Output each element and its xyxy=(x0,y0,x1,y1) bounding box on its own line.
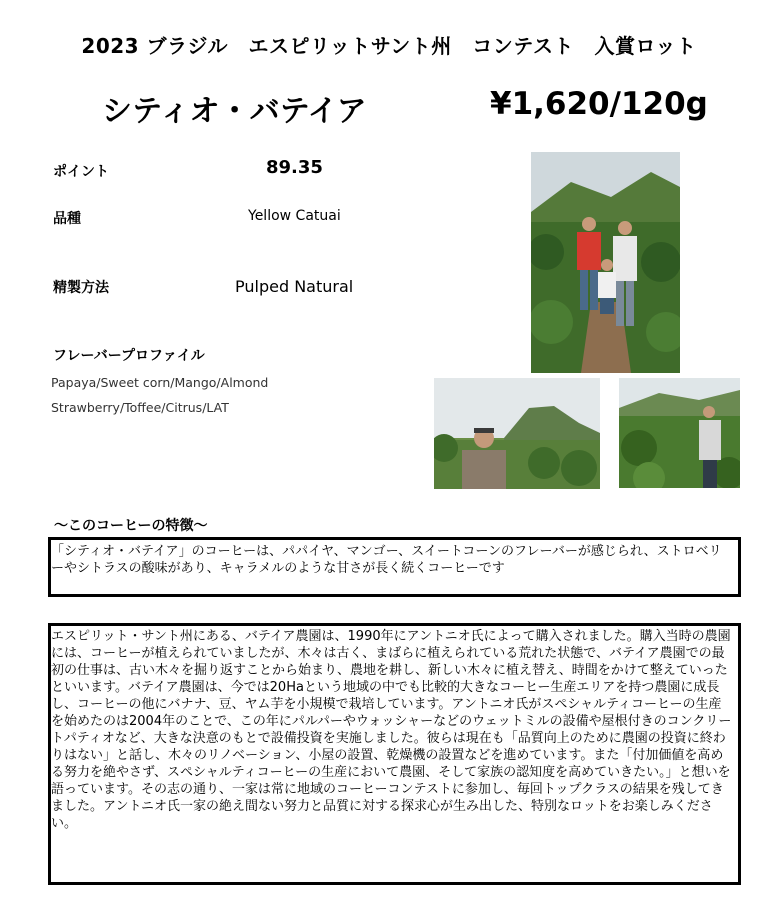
family-photo xyxy=(531,152,680,373)
story-text: エスピリット・サント州にある、バテイア農園は、1990年にアントニオ氏によって購入されました。購入当時の農園には、コーヒーが植えられていましたが、木々は古く、まばらに植えられている荒れた状態で、バテイア農園での最初の仕事は、古い木々を掘り返すことから始まり、農地を耕し、新しい木々に植え替え、時間をかけて整えていったといいます。バテイア農園は、今では20Haという地域の中でも比較的大きなコーヒー生産エリアを持つ農園に成長し、コーヒーの他にバナナ、豆、ヤム芋を小規模で栽培しています。アントニオ氏がスペシャルティコーヒーの生産を始めたのは2004年のことで、この年にパルパーやウォッシャーなどのウェットミルの設備や屋根付きのコンクリートパティオなど、大きな決意のもとで設備投資を実施しました。彼らは現在も「品質向上のために農園の投資に終わりはない」と話し、木々のリノベーション、小屋の設置、乾燥機の設置などを進めています。また「付加価値を高める努力を絶やさず、スペシャルティコーヒーの生産において農園、そして家族の認知度を高めていきたい。」と想いを語っています。その志の通り、一家は常に地域のコーヒーコンテストに参加し、毎回トップクラスの結果を残してきました。アントニオ氏一家の絶え間ない努力と品質に対する探求心が生み出した、特別なロットをお楽しみください。 xyxy=(51,629,732,831)
variety-label: 品種 xyxy=(53,211,81,227)
product-name: シティオ・バテイア xyxy=(102,94,367,129)
flavor-label: フレーバープロファイル xyxy=(53,348,205,364)
story-box xyxy=(48,623,741,885)
page-header: 2023 ブラジル エスピリットサント州 コンテスト 入賞ロット xyxy=(81,34,697,58)
product-price: ¥1,620/120g xyxy=(490,86,708,122)
flavor-line-2: Strawberry/Toffee/Citrus/LAT xyxy=(51,400,229,415)
farmer-photo xyxy=(434,378,600,489)
variety-value: Yellow Catuai xyxy=(248,208,341,224)
young-man-photo xyxy=(619,378,740,488)
features-title: ～このコーヒーの特徴～ xyxy=(54,518,208,534)
process-value: Pulped Natural xyxy=(235,277,354,296)
summary-text: 「シティオ・バテイア」のコーヒーは、パパイヤ、マンゴー、スイートコーンのフレーバーが感じられ、ストロベリーやシトラスの酸味があり、キャラメルのような甘さが長く続くコーヒーです xyxy=(51,544,722,576)
flavor-line-1: Papaya/Sweet corn/Mango/Almond xyxy=(51,375,269,390)
process-label: 精製方法 xyxy=(53,280,109,296)
points-label: ポイント xyxy=(53,164,109,180)
points-value: 89.35 xyxy=(266,157,323,178)
summary-box xyxy=(48,537,741,597)
